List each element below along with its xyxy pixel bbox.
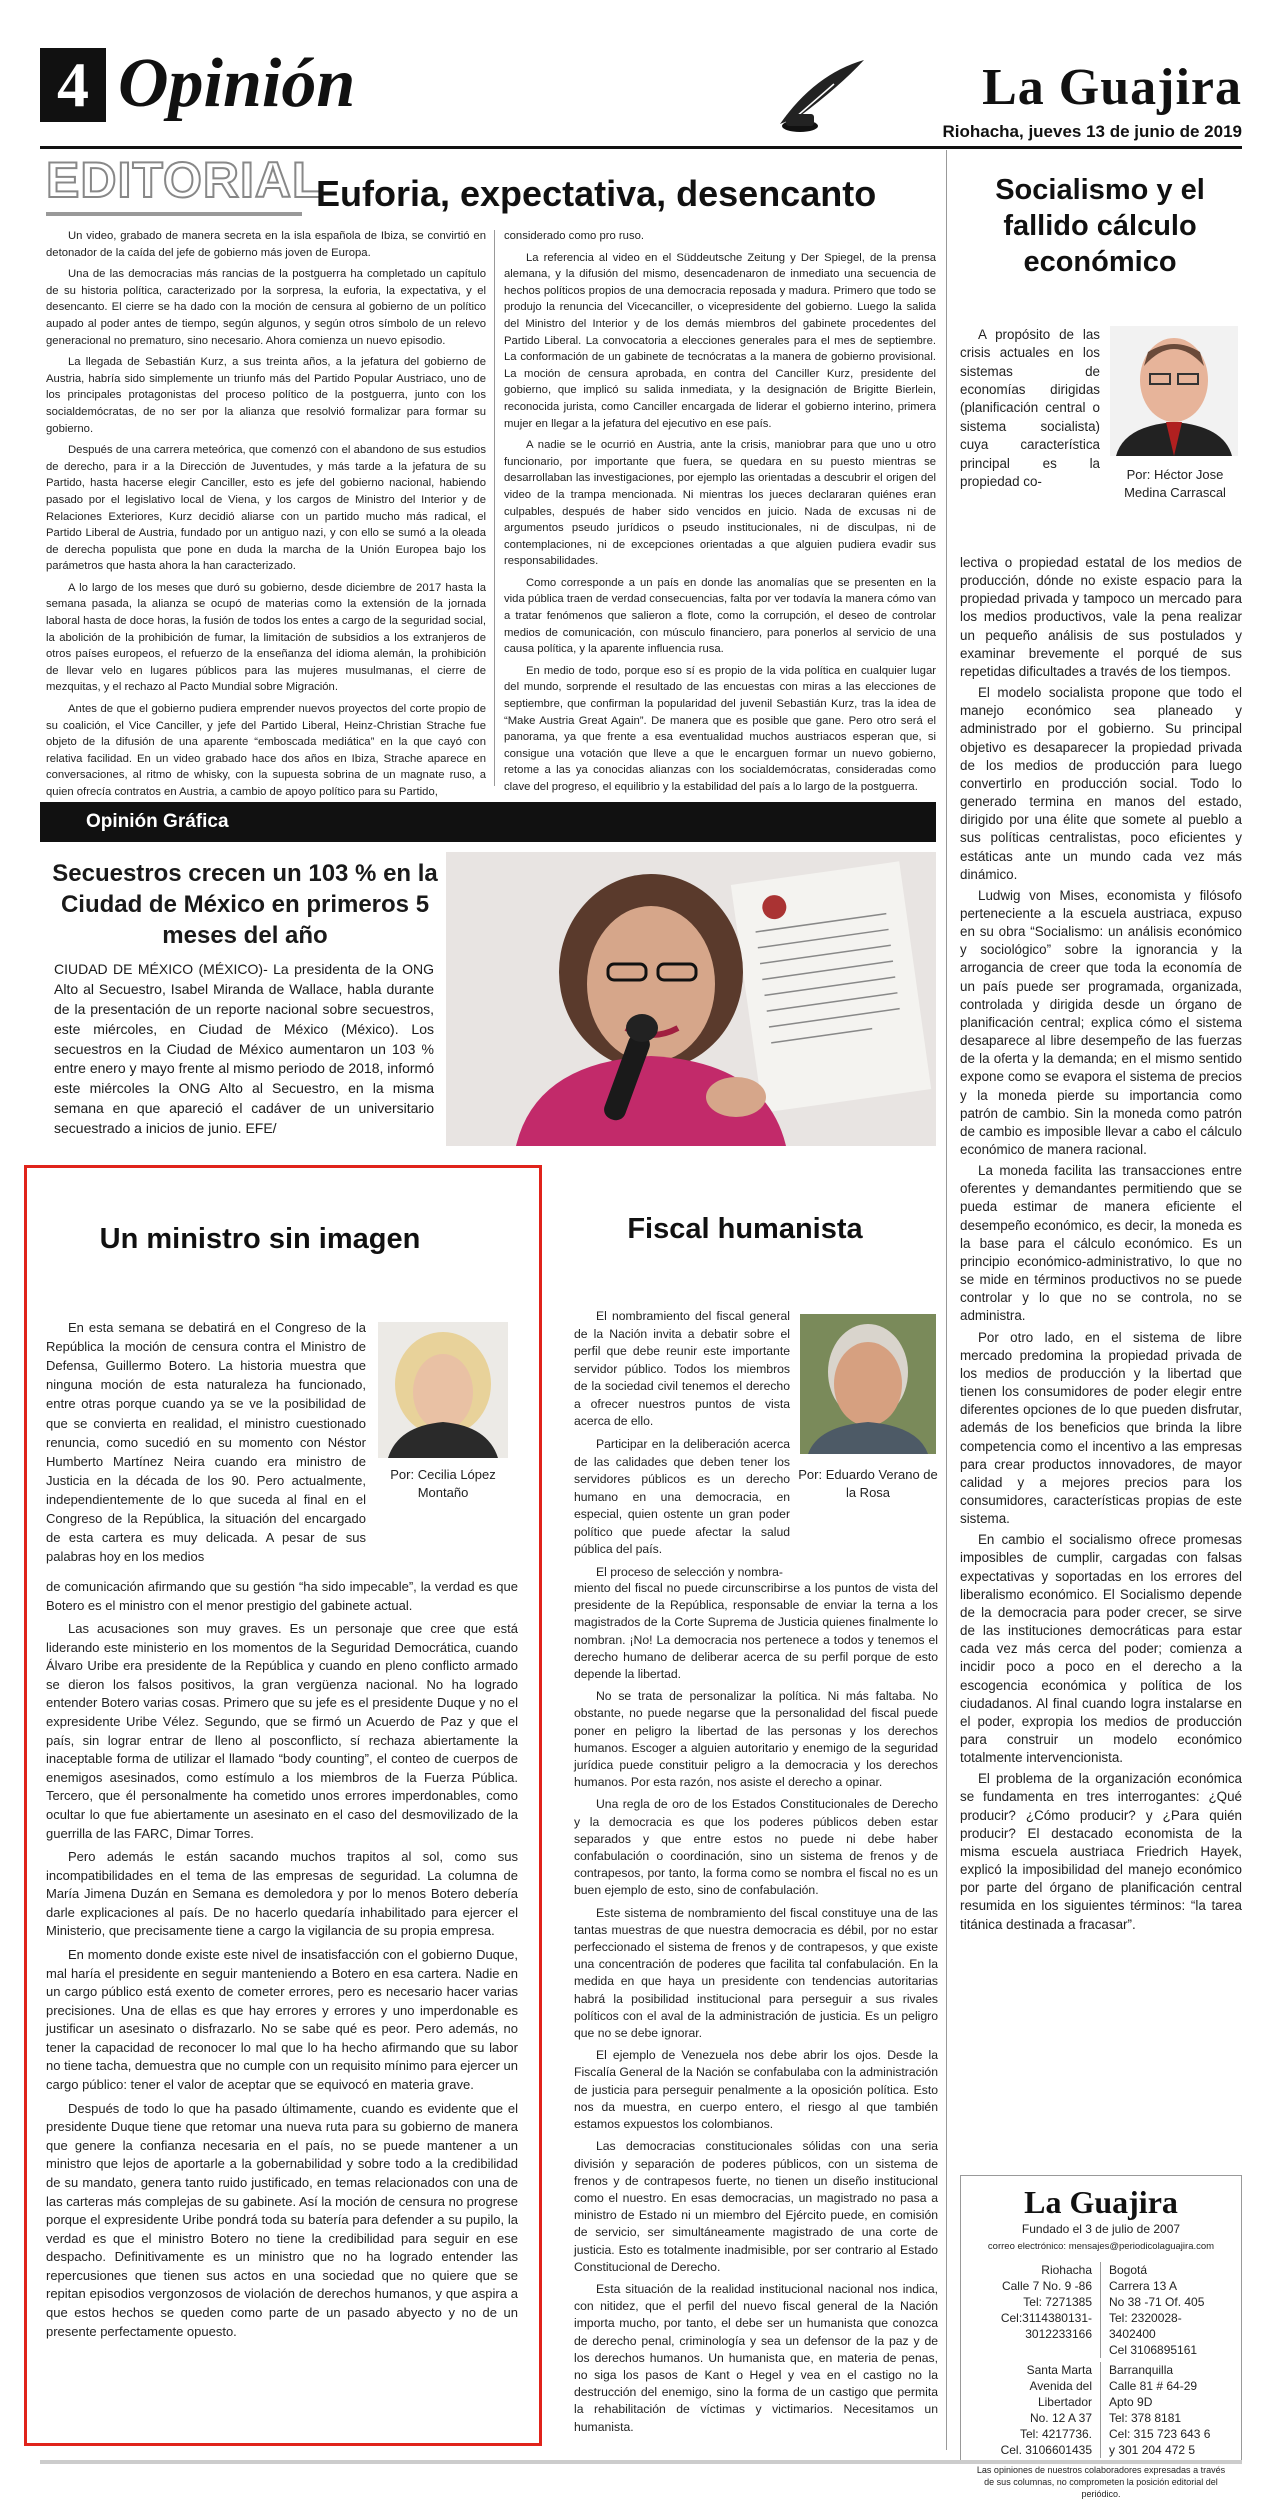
socialismo-intro [960,326,1100,494]
masthead-founded: Fundado el 3 de julio de 2007 [1021,2222,1181,2236]
ministro-intro [46,1318,366,1571]
editorial-column-2 [504,228,936,801]
editorial-underline [46,212,302,216]
paragraph: Participar en la deliberación acerca de las calidades que deben tener los servidores públicos es un derecho humano en una democracia, en especial, quien ostente un gran poder político que puede afectar la salud pública del país. [574,1436,790,1557]
dateline: Riohacha, jueves 13 de junio de 2019 [942,122,1242,141]
masthead-box [960,2175,1242,2499]
office-line: Avenida del [1029,2379,1092,2393]
paragraph: En cambio el socialismo ofrece promesas imposibles de cumplir, cargadas con falsas expectativas y soportadas en los errores del liberalismo económico. El Socialismo depende de la democracia para poder crecer, se sirve de las instituciones democráticas para estar cada vez más cerca del poder; comienza a incidir poco a poco en el derecho a la escogencia económica y política de los ciudadanos. Al final cuando logra instalarse en el poder, expropia los medios de producción para construir un modelo económico totalmente intervencionista. [960,1532,1242,1766]
office-line: No 38 -71 Of. 405 [1109,2295,1205,2309]
footer-rule [40,2460,1242,2464]
paragraph: La llegada de Sebastián Kurz, a sus treinta años, a la jefatura del gobierno de Austria, habría sido simplemente un triunfo más del Partido Popular Austriaco, uno de los principales protagonistas del proceso político de la postguerra, junto con los socialdemócratas, de no ser por la alianza que resolvió formalizar para formar su gobierno. [46,356,486,435]
office-line: Tel: 4217736. [1019,2427,1092,2441]
paragraph: En medio de todo, porque eso sí es propio de la vida política en cualquier lugar del mundo, sorprende el resultado de las encuestas con miras a las elecciones de septiembre, que confirman la popularidad del juvenil Sebastián Kurz, tras la idea de “Make Austria Great Again”. De manera que es posible que gane. Pero otro será el panorama, ya que frente a esa eventualidad muchos austriacos esperan que, si consigue una votación que lleve a que le encarguen formar un nuevo gobierno, retome a las ya conocidas alianzas con los socialdemócratas, consideradas como clave del progreso, el equilibrio y la estabilidad del país a lo largo de la postguerra. [504,664,936,793]
paragraph: lectiva o propiedad estatal de los medios de producción, dónde no existe espacio para la propiedad privada y tampoco un mercado para los medios productivos, vale la pena realizar un pequeño análisis de sus postulados y examinar brevemente el porqué de sus repetidas dificultades a través de los tiempos. [960,555,1242,679]
paragraph: El proceso de selección y nombra- [596,1564,783,1579]
author-portrait [1110,326,1238,456]
masthead-offices-row-1 [961,2262,1241,2358]
fiscal-author-photo [800,1314,936,1454]
woman-speaking-photo [446,852,936,1146]
socialismo-title: Socialismo y el fallido cálculo económico [995,174,1205,278]
office-line: Barranquilla [1109,2363,1174,2377]
office-line: Apto 9D [1109,2395,1153,2409]
author-portrait [378,1322,508,1458]
office-line: No. 12 A 37 [1029,2411,1092,2425]
paragraph: No se trata de personalizar la política. Ni más faltaba. No obstante, no puede negarse que la personalidad del fiscal puede poner en peligro la libertad de las personas y los derechos humanos. Escoger a alguien autoritario y enemigo de la seguridad jurídica puede constituir peligro a la democracia y los derechos humanos. Por esta razón, nos asiste el derecho a opinar. [574,1689,938,1790]
opinion-grafica-label: Opinión Gráfica [86,811,229,832]
paragraph: Después de todo lo que ha pasado últimamente, cuando es evidente que el presidente Duque tiene que retomar una nueva ruta para su gobierno de manera que genere la confianza necesaria en el país, no se puede mantener a un ministro que lejos de aportarle a la gobernabilidad y sobre todo a la credibilidad de su mandato, genera tanto ruido justificado, en temas relacionados con una de las carteras más complejas de su gabinete. Así la moción de censura no progrese porque el expresidente Uribe pondrá toda su batería para defender a su pupilo, la verdad es que el ministro Botero no tiene la credibilidad para seguir en ese despacho. Definitivamente es un ministro que no ha logrado entender las repercusiones que tienen sus actos en una sociedad que no quiere que se repitan episodios vergonzosos de violación de derechos humanos, y que aspira a que estos hechos se queden como parte de un pasado abyecto y no de un presente perfectamente opuesto. [46,2100,518,2339]
paragraph: En esta semana se debatirá en el Congreso de la República la moción de censura contra el Ministro de Defensa, Guillermo Botero. La historia muestra que ninguna moción de esta naturaleza ha funcionado, entre otras porque cuando ya se ve la posibilidad de que se convierta en realidad, el ministro cuestionado renuncia, como sucedió en su momento con Néstor Humberto Martínez Neira cuando era ministro de Justicia en la década de los 90. Pero actualmente, independientemente de lo que suceda al final en el Congreso de la República, la situación del encargado de esta cartera es muy delicada. A pesar de sus palabras hoy en los medios [46,1320,366,1565]
office-line: y 301 204 472 5 [1109,2443,1196,2457]
column-divider [494,230,495,786]
newspaper-logo: La Guajira [982,59,1242,116]
paragraph: El nombramiento del fiscal general de la Nación invita a debatir sobre el perfil que debe reunir este importante servidor público. Todos los miembros de la sociedad civil tenemos el derecho a ofrecer nuestros puntos de vista acerca de ello. [574,1309,790,1429]
office-line: Tel: 7271385 [1023,2295,1092,2309]
office-line: Tel: 2320028- [1109,2311,1182,2325]
header-rule [40,146,1242,149]
office-line: Calle 7 No. 9 -86 [1001,2279,1092,2293]
editorial-column-1 [46,228,486,806]
paragraph: En momento donde existe este nivel de insatisfacción con el gobierno Duque, mal haría el presidente en seguir manteniendo a Botero en esa cartera. Nadie en un cargo público está exento de cometer errores, pero es necesario hacer varias precisiones. Una de ellas es que hay errores y errores y uno imperdonable es justificar un asesinato o disfrazarlo. No se sabe qué es peor. Pero además, no tener la capacidad de reconocer lo mal que lo ha hecho afirmando que su labor no tiene tacha, demuestra que no cumple con un requisito mínimo para ejercer un cargo público: tener el valor de aceptar que se equivocó en materia grave. [46,1946,518,2093]
editorial-label: EDITORIAL [46,152,324,208]
paragraph: El ejemplo de Venezuela nos debe abrir los ojos. Desde la Fiscalía General de la Nación se confabulaba con la administración de justicia para perseguir penalmente a la oposición política. Esto nos da muestra, en cuerpo entero, el riesgo al que también estamos expuestos los colombianos. [574,2048,938,2132]
fiscal-byline: Por: Eduardo Verano de la Rosa [798,1467,938,1500]
paragraph: Las democracias constitucionales sólidas con una seria división y separación de poderes públicos, con un sistema de frenos y de contrapesos fuerte, no tienen un diseño institucional como el nuestro. En esas democracias, un magistrado no pasa a ministro de Estado ni un miembro del Ejército puede, en comisión de servicio, ser simultáneamente magistrado de una corte de justicia. Esto es totalmente inadmisible, por ser contrario al Estado Constitucional de Derecho. [574,2139,938,2274]
paragraph: La moneda facilita las transacciones entre oferentes y demandantes permitiendo que se pueda estimar de manera eficiente el desempeño económico, es decir, la moneda es la base para el cálculo económico. Es un principio económico-administrativo, lo que no se mide en términos productivos no se puede controlar y lo que no se controla, no se administra. [960,1163,1242,1324]
paragraph: Por otro lado, en el sistema de libre mercado predomina la propiedad privada de los medios de producción y la libertad que tienen los consumidores de poder elegir entre diferentes opciones de lo que pueden disfrutar, además de los beneficios que brinda la libre competencia como el incentivo a las empresas para crear productos innovadores, de mayor calidad y a mejores precios para los consumidores, características propias de este sistema. [960,1329,1242,1527]
office-riohacha [969,2262,1101,2358]
author-portrait [800,1314,936,1454]
fiscal-title: Fiscal humanista [627,1213,863,1245]
paragraph: A lo largo de los meses que duró su gobierno, desde diciembre de 2017 hasta la semana pasada, la alianza se ocupó de materias como la extensión de la jornada laboral hasta de doce horas, la fusión de todos los entes a cargo de la seguridad social, la abolición de la prohibición de fumar, la limitación de subsidios a los extranjeros de otros países europeos, el refuerzo de la enseñanza del idioma alemán, la prohibición de llevar velo en lugares públicos para las mujeres musulmanas, el cierre de mezquitas, y el rechazo al Pacto Mundial sobre Migración. [46,581,486,694]
office-bogota [1101,2262,1233,2358]
socialismo-author-photo [1110,326,1238,456]
ministro-byline: Por: Cecilia López Montaño [390,1467,496,1500]
office-line: Calle 81 # 64-29 [1109,2379,1198,2393]
paragraph: Después de una carrera meteórica, que comenzó con el abandono de sus estudios de derecho, para ir a la Dirección de Juventudes, y más tarde a la jefatura de su Partido, hasta hacerse elegir Canciller, esto es jefe del gobierno nacional, habiendo pasado por el legislativo local de Viena, y los cargos de Ministro del Interior y de Relaciones Exteriores, Kurz decidió aliarse con un partido mucho más radical, el Partido Liberal de Austria, fundado por un antiguo nazi, y con ello se sumó a la oleada de derecha populista que pone en duda la marcha de la Unión Europea bajo los parámetros que hasta ahora la han caracterizado. [46,444,486,573]
ministro-title: Un ministro sin imagen [99,1223,421,1255]
paragraph: A propósito de las crisis actuales en los sistemas de economías dirigidas (planificación central o sistema socialista) cuya característica principal es la propiedad co- [960,327,1100,489]
paragraph: Una regla de oro de los Estados Constitucionales de Derecho y la democracia es que los poderes públicos deben estar separados y que entre estos no puede ni debe haber confabulación o coordinación, sino un sistema de frenos y de contrapesos, por tanto, la forma como se nombra el fiscal no es un buen ejemplo de esto, sino de confabulación. [574,1797,938,1898]
socialismo-body [960,554,1242,1937]
paragraph: Un video, grabado de manera secreta en la isla española de Ibiza, se convirtió en detonador de la caída del jefe de gobierno más joven de Europa. [46,230,486,259]
paragraph: Ludwig von Mises, economista y filósofo perteneciente a la escuela austriaca, expuso en su obra “Socialismo: un análisis económico y sociológico” sobre la ignorancia y la arrogancia de creer que toda la economía de un país puede ser programada, organizada, controlada y dirigida desde un órgano de planificación central; explica cómo el sistema desaparece al libre desempeño de las fuerzas de la oferta y la demanda; en el mismo sentido expone como se evapora el sistema de precios y la moneda pierde su importancia como patrón de cambio. Sin la moneda como patrón de cambio es imposible llevar a cabo el cálculo económico de manera racional. [960,887,1242,1157]
paragraph: de comunicación afirmando que su gestión “ha sido impecable”, la verdad es que Botero es el ministro con el menor prestigio del gabinete actual. [46,1579,518,1613]
office-line: Cel. 3106601435 [1000,2443,1092,2457]
paragraph: Este sistema de nombramiento del fiscal constituye una de las tantas muestras de que nuestra democracia es débil, por no estar perfeccionado el sistema de frenos y de contrapesos, y que existe una concentración de poderes que facilita tal confabulación. En la medida en que haya un presidente con tendencias autoritarias habrá la posibilidad institucional para perseguir a sus rivales políticos con el aval de la administración de justicia. Es un peligro que no se debe ignorar. [574,1905,938,2041]
office-line: Cel 3106895161 [1109,2343,1198,2357]
paragraph: El problema de la organización económica se fundamenta en tres interrogantes: ¿Qué producir? ¿Cómo producir? y ¿Para quién producir? El destacado economista de la misma escuela austriaca Friedrich Hayek, explicó la imposibilidad del manejo económico por parte del órgano de planificación central resumida en los siguientes términos: “la tarea titánica destinada a fracasar”. [960,1771,1242,1932]
paragraph: El modelo socialista propone que todo el manejo económico sea planeado y administrado por el gobierno. Su principal objetivo es desaparecer la propiedad privada de los medios de producción para luego convertirlo en producción social. Todo lo generado termina en manos del estado, dirigido por una élite que somete al pueblo a sus políticas centralistas, poco eficientes y estáticas ante un mundo cada vez más dinámico. [960,685,1242,882]
opinion-grafica-photo [446,852,936,1146]
office-line: Riohacha [1041,2263,1092,2277]
office-line: Cel:3114380131- [1000,2311,1092,2325]
fiscal-intro [574,1308,790,1586]
paragraph: Como corresponde a un país en donde las anomalías que se presenten en la vida pública traen de verdad consecuencias, falta por ver todavía la manera cómo van a tratar fenómenos que salieron a flote, como la corrupción, el deseo de controlar medios de comunicación, con músculo financiero, para ponerlos al servicio de una causa política, y la aparente influencia rusa. [504,576,936,656]
ministro-body [46,1578,518,2346]
section-title: Opinión [118,45,356,122]
paragraph: considerado como pro ruso. [504,230,645,242]
office-line: Santa Marta [1026,2363,1092,2377]
paragraph: Pero además le están sacando muchos trapitos al sol, como sus incompatibilidades en el tema de las empresas de seguridad. La columna de María Jimena Duzán en Semana es demoledora y por lo menos Botero debería darle explicaciones al país. De no hacerlo quedaría inhabilitado para ejercer el Ministerio, que precisamente tiene a cargo la vigilancia de su propia empresa. [46,1849,518,1939]
editorial-title: Euforia, expectativa, desencanto [316,173,877,214]
paragraph: Las acusaciones son muy graves. Es un personaje que cree que está liderando este ministerio en los momentos de la Seguridad Democrática, cuando Álvaro Uribe era presidente de la República y cuando en pleno conflicto armado se dieron los falsos positivos, la gran vergüenza nacional. No ha logrado entender Botero varias cosas. Primero que su jefe es el presidente Duque y no el expresidente Uribe Vélez. Segundo, que se firmó un Acuerdo de Paz y que el país, sin lograr entrar de lleno al posconflicto, sí rechaza abiertamente la inaceptable forma de utilizar el llamado “body counting”, el conteo de cuerpos de enemigos asesinados, como estímulo a los miembros de la Fuerza Pública. Tercero, que él personalmente ha cometido unos errores imperdonables, como ocultar lo que fue abiertamente un asesinato en el caso del desmovilizado de la guerrilla de las FARC, Dimar Torres. [46,1621,518,1841]
masthead-offices-row-2 [961,2362,1241,2458]
office-line: Carrera 13 A [1109,2279,1178,2293]
office-line: Libertador [1037,2395,1092,2409]
masthead-email: correo electrónico: mensajes@periodicolaguajira.com [987,2241,1215,2252]
office-line: Bogotá [1109,2263,1148,2277]
opinion-grafica-title: Secuestros crecen un 103 % en la Ciudad de México en primeros 5 meses del año [52,860,438,949]
ministro-author-photo [378,1322,508,1458]
paragraph: Esta situación de la realidad institucional nacional nos indica, con nitidez, que el perfil del nuevo fiscal general de la Nación importa mucho, por tanto, el debe ser un humanista que conozca de derecho penal, criminología y sea un defensor de la paz y de los derechos humanos. Un humanista que, en materia de penas, no siga los pasos de Kant o Hegel y vea en el castigo no la destrucción del enemigo, sino la forma de un castigo que permita la rehabilitación de víctimas y victimarios. Necesitamos un humanista. [574,2281,938,2434]
quill-inkwell-icon [760,54,870,134]
office-line: Cel: 315 723 643 6 [1109,2427,1211,2441]
paragraph: La referencia al video en el Süddeutsche Zeitung y Der Spiegel, de la prensa alemana, y la difusión del mismo, desencadenaron de inmediato una secuencia de hechos políticos propios de una democracia reposada y madura. Primero que todo se produjo la renuncia del Vicecanciller, o vicepresidente del gobierno. Luego la salida del Ministro del Interior y de los demás miembros del gabinete procedentes del Partido Liberal. La convocatoria a elecciones generales para el mes de septiembre. La conformación de un gabinete de tecnócratas a la manera de gobierno provisional. La moción de censura aprobada, en contra del Canciller Kurz, presidente del gobierno, que implicó su salida inmediata, y la designación de Brigitte Bierlein, reconocida jurista, como Canciller encargada de liderar el gobierno interino, primera mujer en llegar a la jefatura del ejecutivo en ese país. [504,251,936,430]
page-number: 4 [40,48,106,122]
office-line: 3012233166 [1025,2327,1092,2341]
office-line: Tel: 378 8181 [1109,2411,1182,2425]
socialismo-byline: Por: Héctor Jose Medina Carrascal [1124,467,1226,500]
paragraph: A nadie se le ocurrió en Austria, ante la crisis, maniobrar para que uno u otro funcionario, por importante que fuera, se quedara en su puesto mientras se desarrollaban las investigaciones, por ejemplo las orientadas a descubrir el origen del video de la trampa mencionada. Ni mientras los jueces declararan quiénes eran culpables, después de haber sido vencidos en juicio. Nada de excusas ni de argumentos pseudo jurídicos o pseudo institucionales, ni de disculpas, ni de contemplaciones, ni de excepciones orientadas a que alguien pudiera evadir sus responsabilidades. [504,439,936,568]
fiscal-body [574,1580,938,2441]
paragraph: Una de las democracias más rancias de la postguerra ha completado un capítulo de su historia política, caracterizado por la sorpresa, la euforia, la expectativa, y el desencanto. El cierre se ha dado con la moción de censura al gobierno de un político aupado al poder antes de tiempo, según algunos, y según otros símbolo de un relevo generacional no prematuro, sino necesario. Ahora comienza un nuevo episodio. [46,268,486,347]
office-barranquilla [1101,2362,1233,2458]
masthead-logo: La Guajira [1024,2184,1178,2220]
page-divider [946,150,947,2450]
opinion-grafica-caption: CIUDAD DE MÉXICO (MÉXICO)- La presidenta de la ONG Alto al Secuestro, Isabel Miranda de Wallace, habla durante de la presentación de un reporte nacional sobre secuestros, este miércoles, en Ciudad de México (México). Los secuestros en la Ciudad de México aumentaron un 103 % entre enero y mayo frente al mismo periodo de 2018, informó este miércoles la ONG Alto al Secuestro, en la misma semana en que apareció el cadáver de un universitario secuestrado a inicios de junio. EFE/ [54,961,434,1136]
masthead-disclaimer: Las opiniones de nuestros colaboradores expresadas a través de sus columnas, no comprometen la posición editorial del periódico. [976,2465,1226,2499]
office-line: 3402400 [1109,2327,1156,2341]
office-santa-marta [969,2362,1101,2458]
paragraph: Antes de que el gobierno pudiera emprender nuevos proyectos del corte propio de su coalición, el Vice Canciller, y jefe del Partido Liberal, Heinz-Christian Strache fue objeto de la difusión de una aparente “emboscada mediática” en la que cayó con relativa facilidad. En un video grabado hace dos años en Ibiza, Strache aparece en conversaciones, al ritmo de whisky, con la supuesta sobrina de un magnate ruso, a quien ofrecía contratos en Austria, a cambio de apoyo político para su Partido, [46,703,486,798]
paragraph: miento del fiscal no puede circunscribirse a los puntos de vista del presidente de la República, responsable de enviar la terna a los magistrados de la Corte Suprema de Justicia quienes finalmente lo nombran. ¡No! La democracia nos pertenece a todos y tenemos el derecho humano de deliberar acerca de su perfil porque de esto depende la libertad. [574,1581,938,1682]
